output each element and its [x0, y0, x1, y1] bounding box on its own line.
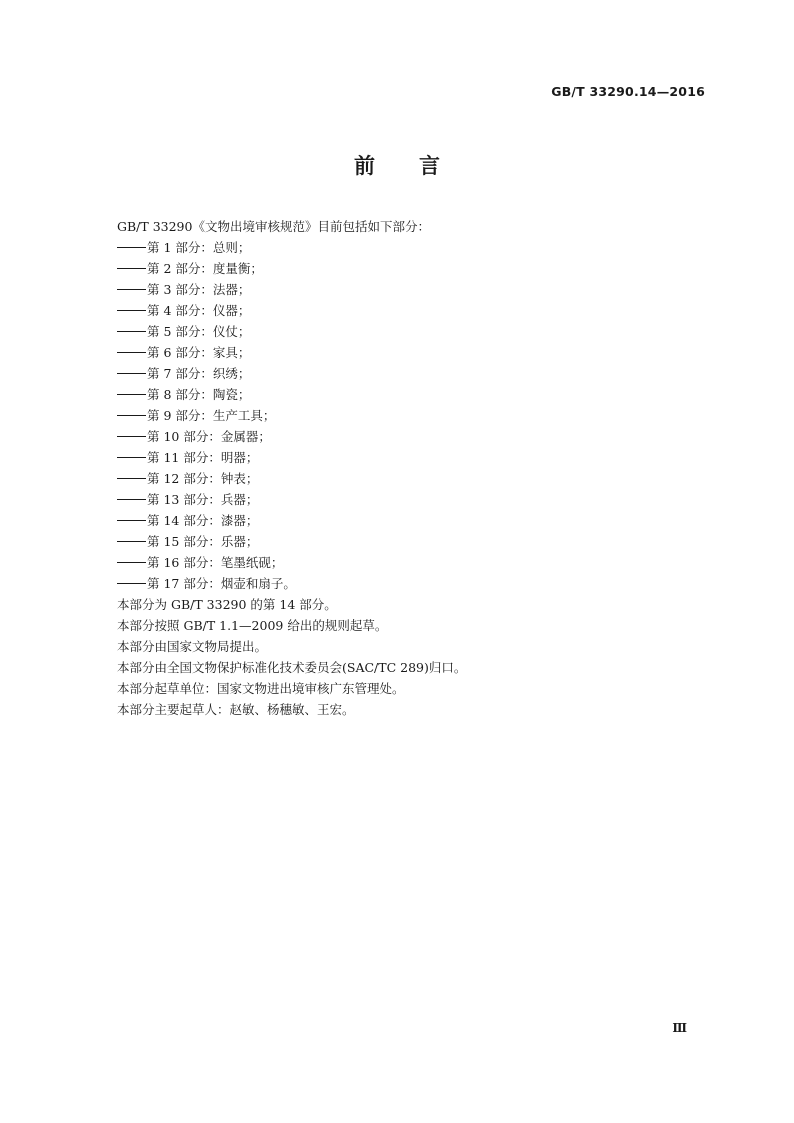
part-list-item-text: 第 10 部分：金属器； — [147, 429, 271, 444]
statement-main-drafters: 本部分主要起草人：赵敏、杨穗敏、王宏。 — [117, 702, 355, 717]
part-list-item — [117, 510, 697, 531]
part-list-item-text: 第 16 部分：笔墨纸砚； — [147, 555, 284, 570]
part-list-item — [117, 258, 697, 279]
part-list-item — [117, 552, 697, 573]
part-list-item — [117, 237, 697, 258]
em-dash-bullet — [117, 583, 146, 585]
part-list-item — [117, 363, 697, 384]
statement-drafting-rules: 本部分按照 GB/T 1.1—2009 给出的规则起草。 — [117, 618, 388, 633]
statement-part-number: 本部分为 GB/T 33290 的第 14 部分。 — [117, 597, 337, 612]
statement-technical-committee: 本部分由全国文物保护标准化技术委员会(SAC/TC 289)归口。 — [117, 660, 467, 675]
em-dash-bullet — [117, 436, 146, 438]
statement-drafting-organization: 本部分起草单位：国家文物进出境审核广东管理处。 — [117, 681, 405, 696]
part-list-item — [117, 468, 697, 489]
part-list-item — [117, 426, 697, 447]
part-list-item-text: 第 12 部分：钟表； — [147, 471, 259, 486]
part-list-item-text: 第 2 部分：度量衡； — [147, 261, 263, 276]
part-list-item — [117, 531, 697, 552]
page-title: 前言 — [354, 154, 484, 178]
foreword-body — [117, 216, 697, 720]
em-dash-bullet — [117, 352, 146, 354]
em-dash-bullet — [117, 268, 146, 270]
part-list-item-text: 第 13 部分：兵器； — [147, 492, 259, 507]
part-list — [117, 237, 697, 594]
part-list-item — [117, 321, 697, 342]
part-list-item — [117, 489, 697, 510]
em-dash-bullet — [117, 562, 146, 564]
em-dash-bullet — [117, 478, 146, 480]
em-dash-bullet — [117, 310, 146, 312]
part-list-item — [117, 573, 697, 594]
part-list-item — [117, 279, 697, 300]
part-list-item — [117, 300, 697, 321]
part-list-item-text: 第 7 部分：织绣； — [147, 366, 251, 381]
intro-paragraph: GB/T 33290《文物出境审核规范》目前包括如下部分： — [117, 219, 430, 234]
part-list-item — [117, 342, 697, 363]
em-dash-bullet — [117, 457, 146, 459]
part-list-item-text: 第 9 部分：生产工具； — [147, 408, 276, 423]
standard-number-header: GB/T 33290.14—2016 — [551, 84, 705, 99]
part-list-item-text: 第 1 部分：总则； — [147, 240, 251, 255]
part-list-item-text: 第 5 部分：仪仗； — [147, 324, 251, 339]
part-list-item-text: 第 14 部分：漆器； — [147, 513, 259, 528]
em-dash-bullet — [117, 289, 146, 291]
em-dash-bullet — [117, 541, 146, 543]
part-list-item — [117, 384, 697, 405]
part-list-item-text: 第 15 部分：乐器； — [147, 534, 259, 549]
part-list-item-text: 第 8 部分：陶瓷； — [147, 387, 251, 402]
part-list-item-text: 第 6 部分：家具； — [147, 345, 251, 360]
page-number: Ⅲ — [672, 1021, 687, 1035]
em-dash-bullet — [117, 373, 146, 375]
part-list-item — [117, 447, 697, 468]
part-list-item — [117, 405, 697, 426]
em-dash-bullet — [117, 394, 146, 396]
part-list-item-text: 第 11 部分：明器； — [147, 450, 259, 465]
em-dash-bullet — [117, 247, 146, 249]
em-dash-bullet — [117, 415, 146, 417]
em-dash-bullet — [117, 520, 146, 522]
part-list-item-text: 第 3 部分：法器； — [147, 282, 251, 297]
part-list-item-text: 第 17 部分：烟壶和扇子。 — [147, 576, 296, 591]
statement-proposer: 本部分由国家文物局提出。 — [117, 639, 268, 654]
em-dash-bullet — [117, 499, 146, 501]
part-list-item-text: 第 4 部分：仪器； — [147, 303, 251, 318]
em-dash-bullet — [117, 331, 146, 333]
